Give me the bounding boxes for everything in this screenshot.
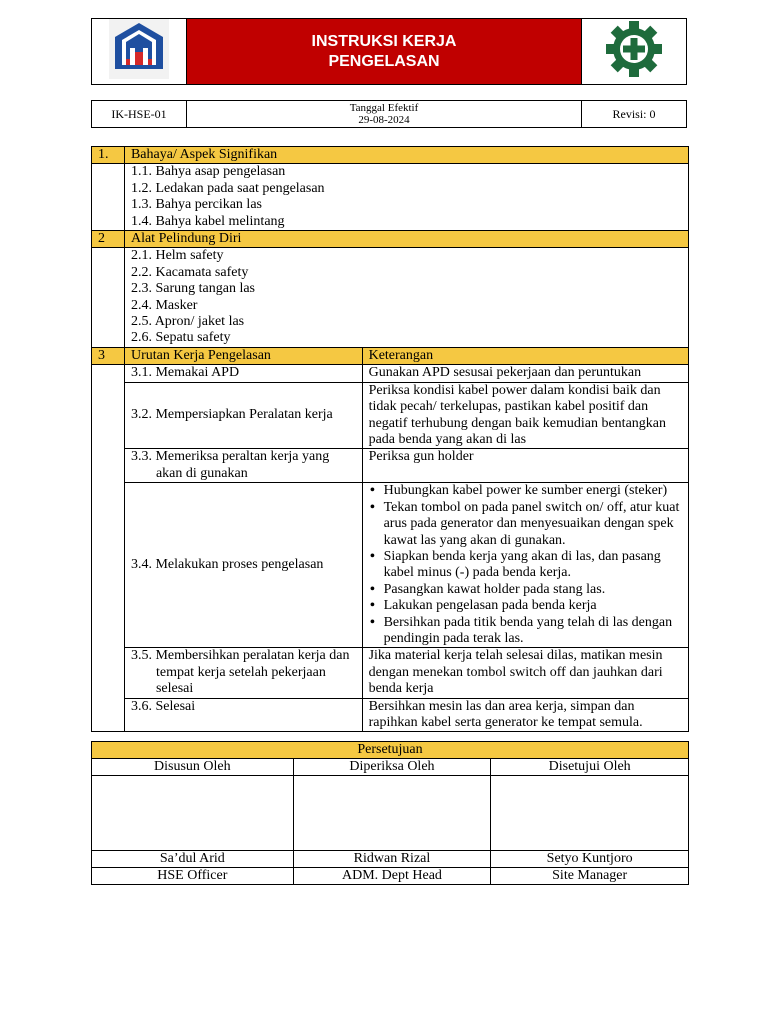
approver-name: Setyo Kuntjoro	[491, 851, 689, 868]
step-label-line: tempat kerja setelah pekerjaan	[155, 664, 326, 680]
approval-role: Disetujui Oleh	[491, 759, 689, 776]
safety-logo-cell	[582, 19, 687, 85]
step-label: 3.2. Mempersiapkan Peralatan kerja	[124, 382, 362, 449]
step-note: Jika material kerja telah selesai dilas, matikan mesin dengan menekan tombol switch off dan jauhkan dari benda kerja	[362, 648, 688, 698]
list-item: 2.1. Helm safety	[130, 248, 224, 264]
list-item: 2.6. Sepatu safety	[130, 330, 231, 346]
title-line-1: INSTRUKSI KERJA	[311, 32, 457, 50]
effective-date-cell	[187, 101, 582, 128]
step-note: Gunakan APD sesusai pekerjaan dan peruntukan	[362, 365, 688, 382]
company-logo-cell	[92, 19, 187, 85]
title-line-2: PENGELASAN	[328, 52, 440, 70]
approver-name: Ridwan Rizal	[293, 851, 491, 868]
work-instruction-table	[91, 146, 689, 732]
document-meta	[91, 100, 687, 128]
list-item: 1.1. Bahya asap pengelasan	[130, 164, 286, 180]
bullet-item: • Tekan tombol on pada panel switch on/ off, atur kuat arus pada generator dan menyesuaikan dengan spek kawat las yang akan di gunakan.	[384, 500, 682, 549]
effective-date: 29-08-2024	[358, 114, 410, 126]
approver-position: ADM. Dept Head	[293, 868, 491, 885]
bullet-item: • Pasangkan kawat holder pada stang las.	[384, 582, 682, 598]
notes-header: Keterangan	[362, 347, 688, 364]
empty-cell	[92, 248, 125, 347]
list-item: 1.3. Bahya percikan las	[130, 197, 262, 213]
signature-box	[293, 776, 491, 851]
step-note: Periksa kondisi kabel power dalam kondisi baik dan tidak pecah/ terkelupas, pastikan kabel positif dan negatif terhubung dengan baik kemudian bentangkan pada benda yang akan di las	[362, 382, 688, 449]
step-label-line: selesai	[155, 681, 194, 697]
document-title	[187, 19, 582, 85]
section-number: 3	[92, 347, 125, 364]
effective-label: Tanggal Efektif	[349, 102, 419, 114]
section-number: 1.	[92, 147, 125, 164]
list-item: 1.2. Ledakan pada saat pengelasan	[130, 180, 325, 196]
approver-position: Site Manager	[491, 868, 689, 885]
step-note: Bersihkan mesin las dan area kerja, simpan dan rapihkan kabel serta generator ke tempat semula.	[362, 698, 688, 732]
company-logo-icon	[109, 19, 169, 79]
step-label: 3.1. Memakai APD	[124, 365, 362, 382]
step-label-line: 3.5. Membersihkan peralatan kerja dan	[130, 648, 350, 664]
revision: Revisi: 0	[582, 101, 687, 128]
bullet-item: • Bersihkan pada titik benda yang telah di las dengan pendingin pada terak las.	[384, 615, 682, 648]
list-item: 2.4. Masker	[130, 297, 198, 313]
document-header	[91, 18, 687, 85]
approval-title: Persetujuan	[92, 742, 689, 759]
step-label: 3.6. Selesai	[124, 698, 362, 732]
section-title: Bahaya/ Aspek Signifikan	[124, 147, 688, 164]
empty-cell	[92, 164, 125, 231]
list-item: 2.2. Kacamata safety	[130, 264, 249, 280]
approver-name: Sa’dul Arid	[92, 851, 294, 868]
ppe-list	[124, 248, 688, 347]
approval-role: Diperiksa Oleh	[293, 759, 491, 776]
list-item: 1.4. Bahya kabel melintang	[130, 213, 285, 229]
step-label-line: 3.3. Memeriksa peraltan kerja yang	[130, 449, 330, 465]
step-label	[124, 648, 362, 698]
step-label-line: akan di gunakan	[155, 465, 248, 481]
step-note: Periksa gun holder	[362, 449, 688, 483]
approval-table	[91, 741, 689, 885]
bullet-item: • Hubungkan kabel power ke sumber energi (steker)	[384, 483, 682, 499]
approval-role: Disusun Oleh	[92, 759, 294, 776]
approver-position: HSE Officer	[92, 868, 294, 885]
section-title: Urutan Kerja Pengelasan	[124, 347, 362, 364]
doc-code: IK-HSE-01	[92, 101, 187, 128]
bullet-item: • Lakukan pengelasan pada benda kerja	[384, 598, 682, 614]
empty-cell	[92, 365, 125, 732]
list-item: 2.5. Apron/ jaket las	[130, 314, 245, 330]
hazard-list	[124, 164, 688, 231]
safety-gear-cross-icon	[605, 20, 663, 78]
section-title: Alat Pelindung Diri	[124, 231, 688, 248]
section-number: 2	[92, 231, 125, 248]
list-item: 2.3. Sarung tangan las	[130, 281, 255, 297]
step-label: 3.4. Melakukan proses pengelasan	[124, 483, 362, 648]
bullet-item: • Siapkan benda kerja yang akan di las, dan pasang kabel minus (-) pada benda kerja.	[384, 549, 682, 582]
signature-box	[491, 776, 689, 851]
step-label	[124, 449, 362, 483]
step-bullets	[362, 483, 688, 648]
signature-box	[92, 776, 294, 851]
